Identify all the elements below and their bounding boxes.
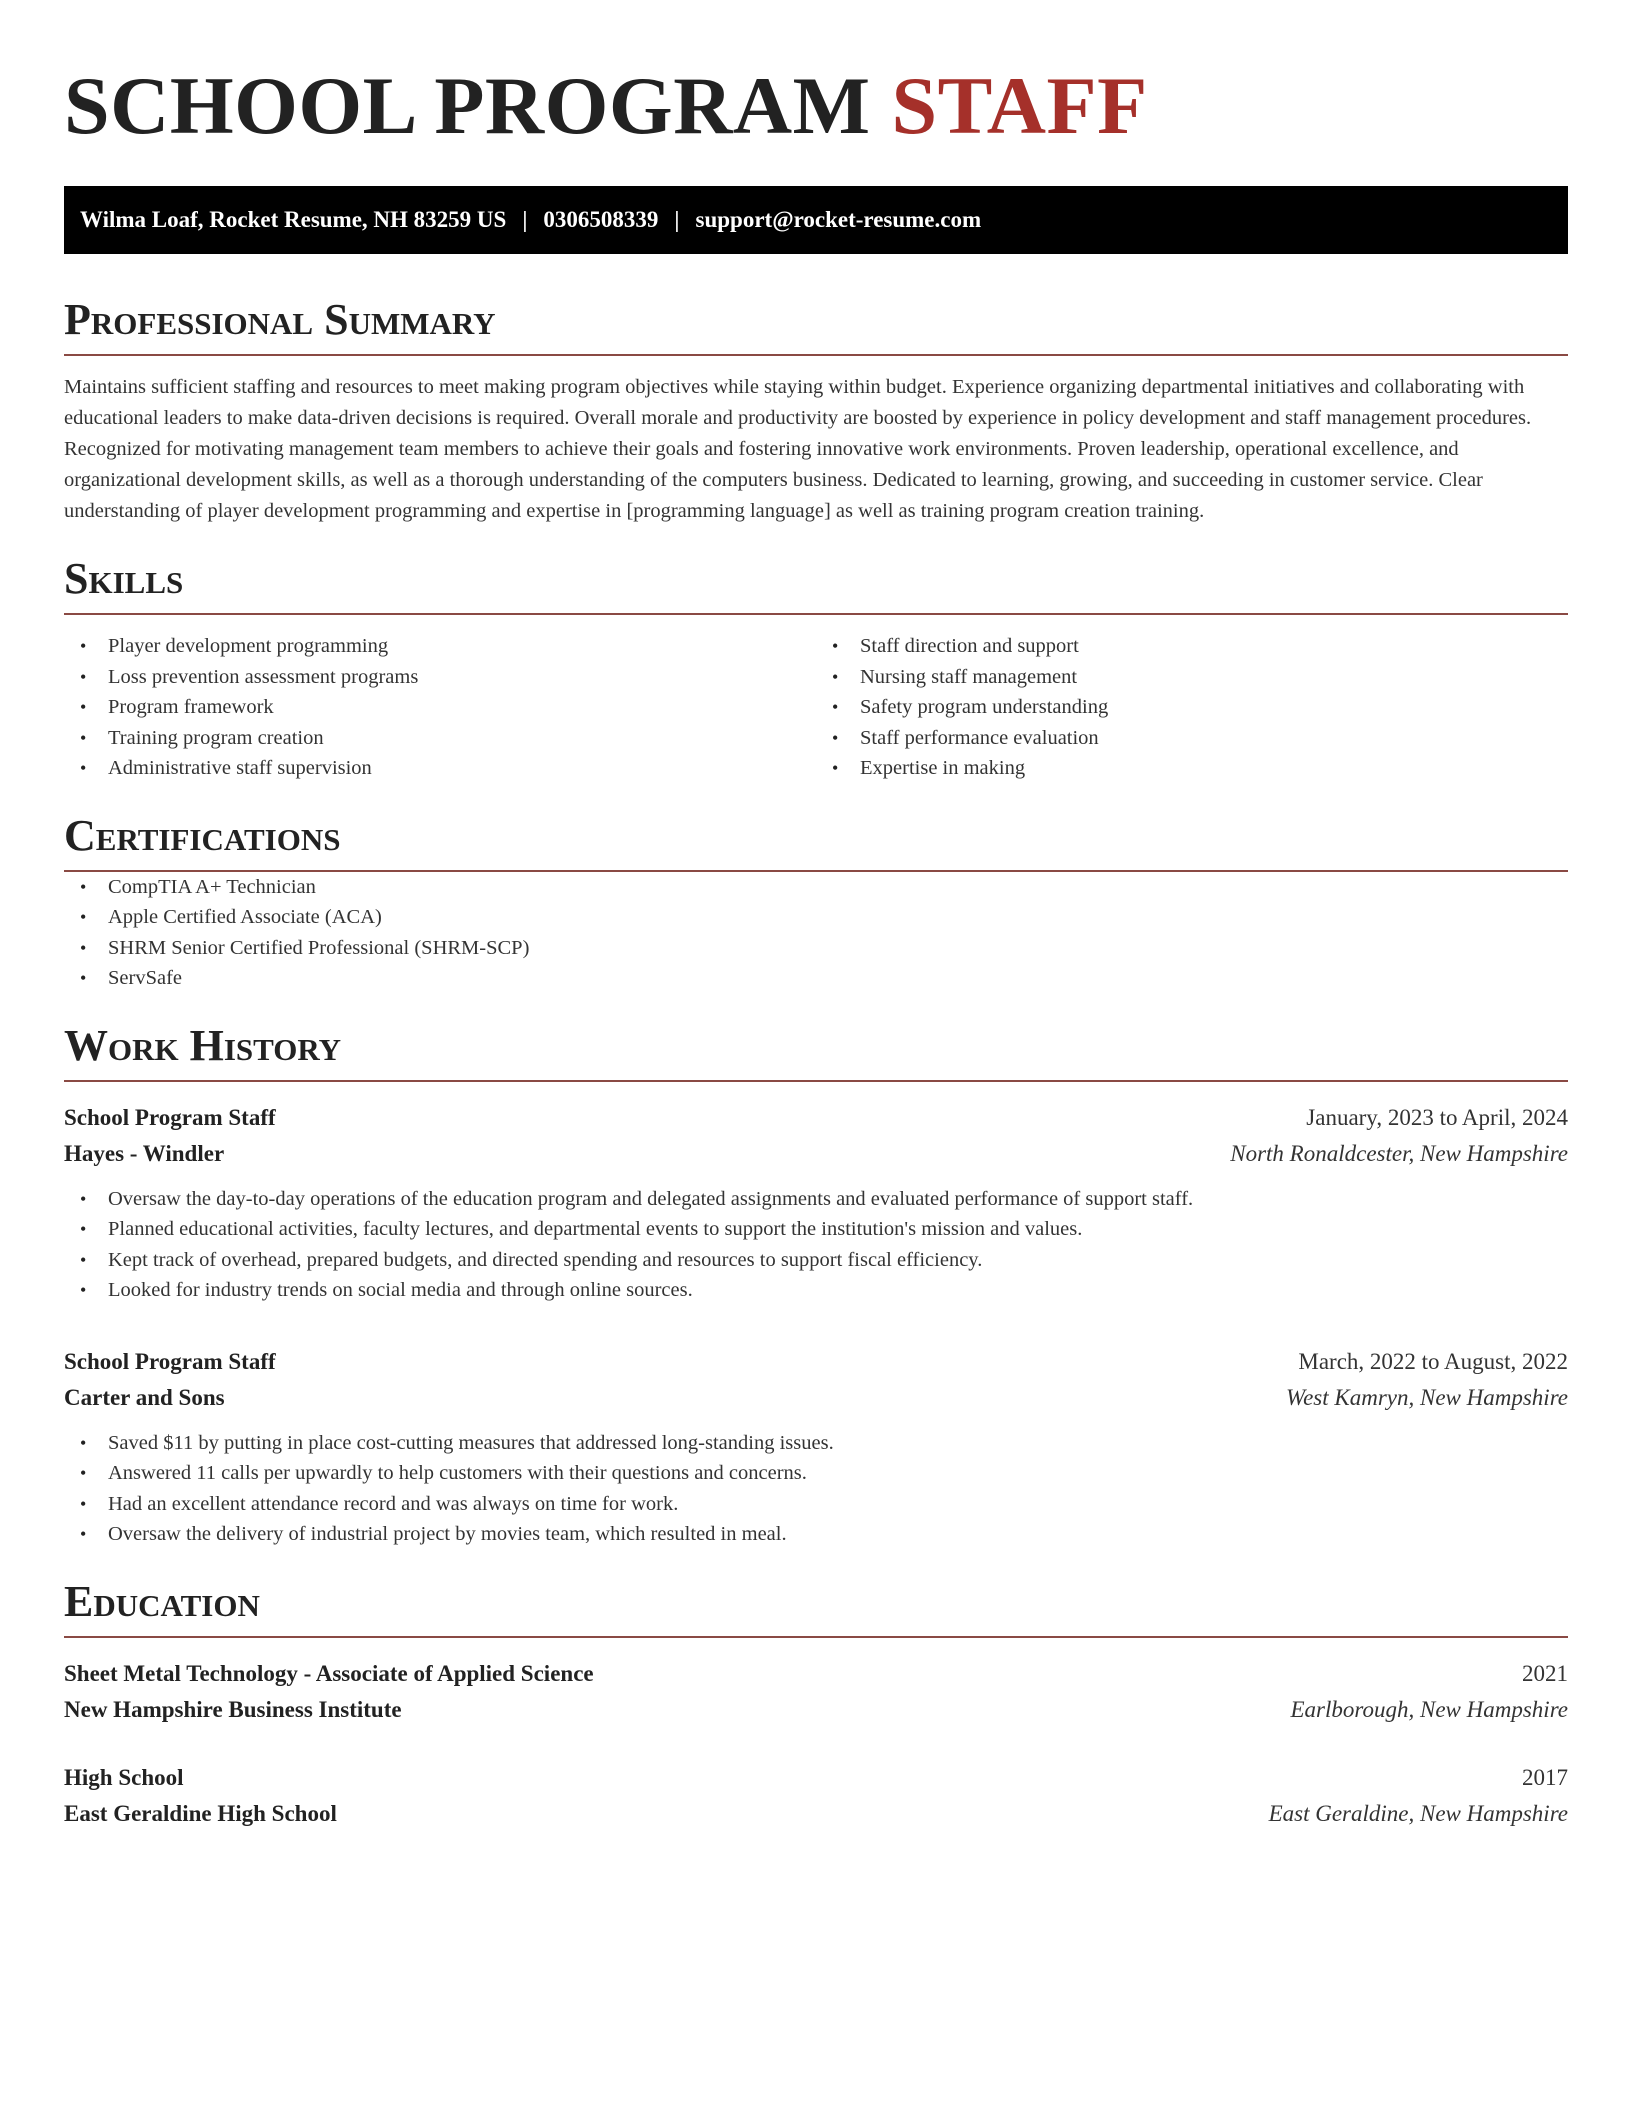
skills-list-left — [64, 631, 816, 784]
skill-item: • Safety program understanding — [832, 692, 1568, 723]
job-title: School Program Staff — [64, 1348, 276, 1374]
job-bullet: • Kept track of overhead, prepared budgets, and directed spending and resources to support fiscal efficiency. — [80, 1245, 1568, 1276]
education-entry — [64, 1760, 1568, 1832]
section-heading-skills: Skills — [64, 557, 1568, 615]
education-degree: High School — [64, 1764, 184, 1790]
skill-item: • Staff direction and support — [832, 631, 1568, 662]
job-entry — [64, 1100, 1568, 1306]
contact-separator: | — [674, 207, 680, 232]
certifications-section — [64, 810, 1568, 994]
contact-email: support@rocket-resume.com — [695, 207, 982, 232]
education-entry — [64, 1656, 1568, 1728]
education-degree-row — [64, 1760, 1568, 1796]
job-location: North Ronaldcester, New Hampshire — [1230, 1140, 1568, 1166]
skill-item: • Nursing staff management — [832, 662, 1568, 693]
job-bullet: • Oversaw the delivery of industrial project by movies team, which resulted in meal. — [80, 1519, 1568, 1550]
skills-columns — [64, 631, 1568, 784]
certification-item: • ServSafe — [80, 963, 1568, 994]
certification-item: • CompTIA A+ Technician — [80, 872, 1568, 903]
job-location: West Kamryn, New Hampshire — [1286, 1384, 1568, 1410]
certification-item: • SHRM Senior Certified Professional (SHRM-SCP) — [80, 933, 1568, 964]
job-entry — [64, 1344, 1568, 1550]
contact-address: Wilma Loaf, Rocket Resume, NH 83259 US — [80, 207, 507, 232]
job-bullet: • Planned educational activities, faculty lectures, and departmental events to support the institution's mission and values. — [80, 1214, 1568, 1245]
education-school: East Geraldine High School — [64, 1800, 337, 1826]
skill-item: • Training program creation — [80, 723, 816, 754]
section-heading-summary: Professional Summary — [64, 298, 1568, 356]
job-company: Carter and Sons — [64, 1384, 225, 1410]
certification-item: • Apple Certified Associate (ACA) — [80, 902, 1568, 933]
title-accent: STAFF — [891, 60, 1148, 151]
section-heading-education: Education — [64, 1580, 1568, 1638]
contact-bar — [64, 186, 1568, 254]
section-heading-certifications: Certifications — [64, 814, 1568, 872]
work-history-section — [64, 1020, 1568, 1550]
education-school: New Hampshire Business Institute — [64, 1696, 402, 1722]
summary-text: Maintains sufficient staffing and resources to meet making program objectives while staying within budget. Experience organizing departmental initiatives and collaborating with educational leaders to make data-driven decisions is required. Overall morale and productivity are boosted by experience in policy development and staff management procedures. Recognized for motivating management team members to achieve their goals and fostering innovative work environments. Proven leadership, operational excellence, and organizational development skills, as well as a thorough understanding of the computers business. Dedicated to learning, growing, and succeeding in customer service. Clear understanding of player development programming and expertise in [programming language] as well as training program creation training. — [64, 376, 1532, 522]
education-location: East Geraldine, New Hampshire — [1268, 1800, 1568, 1826]
job-bullet: • Answered 11 calls per upwardly to help customers with their questions and concerns. — [80, 1458, 1568, 1489]
resume-title — [64, 58, 1568, 154]
job-title-row — [64, 1344, 1568, 1380]
job-company-row — [64, 1136, 1568, 1172]
education-year: 2017 — [1522, 1764, 1568, 1790]
summary-section — [64, 295, 1568, 527]
job-bullet: • Saved $11 by putting in place cost-cutting measures that addressed long-standing issues. — [80, 1428, 1568, 1459]
job-title: School Program Staff — [64, 1104, 276, 1130]
skill-item: • Administrative staff supervision — [80, 753, 816, 784]
skills-section — [64, 554, 1568, 784]
education-section — [64, 1576, 1568, 1832]
job-bullets — [64, 1428, 1568, 1550]
job-bullet: • Had an excellent attendance record and was always on time for work. — [80, 1489, 1568, 1520]
contact-phone: 0306508339 — [543, 207, 659, 232]
contact-separator: | — [522, 207, 528, 232]
skill-item: • Expertise in making — [832, 753, 1568, 784]
job-title-row — [64, 1100, 1568, 1136]
job-company: Hayes - Windler — [64, 1140, 225, 1166]
job-bullet: • Looked for industry trends on social media and through online sources. — [80, 1275, 1568, 1306]
job-company-row — [64, 1380, 1568, 1416]
section-heading-work-history: Work History — [64, 1024, 1568, 1082]
skills-list-right — [816, 631, 1568, 784]
education-school-row — [64, 1692, 1568, 1728]
title-main: SCHOOL PROGRAM — [64, 60, 871, 151]
job-dates: January, 2023 to April, 2024 — [1306, 1104, 1568, 1130]
skill-item: • Player development programming — [80, 631, 816, 662]
education-degree-row — [64, 1656, 1568, 1692]
job-bullet: • Oversaw the day-to-day operations of the education program and delegated assignments and evaluated performance of support staff. — [80, 1184, 1568, 1215]
education-degree: Sheet Metal Technology - Associate of Applied Science — [64, 1660, 594, 1686]
skill-item: • Staff performance evaluation — [832, 723, 1568, 754]
education-location: Earlborough, New Hampshire — [1290, 1696, 1568, 1722]
education-school-row — [64, 1796, 1568, 1832]
job-dates: March, 2022 to August, 2022 — [1298, 1348, 1568, 1374]
education-year: 2021 — [1522, 1660, 1568, 1686]
skill-item: • Loss prevention assessment programs — [80, 662, 816, 693]
certifications-list — [64, 872, 1568, 994]
job-bullets — [64, 1184, 1568, 1306]
skill-item: • Program framework — [80, 692, 816, 723]
